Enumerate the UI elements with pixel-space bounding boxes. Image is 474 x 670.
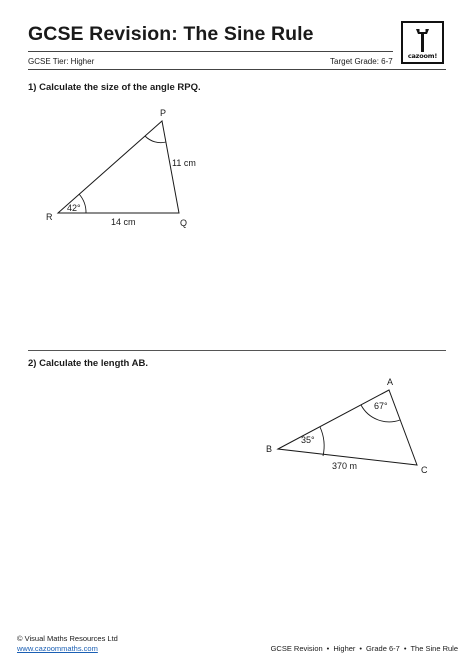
footer-item-grade: Grade 6-7 — [366, 644, 400, 653]
vertex-q-label: Q — [180, 218, 188, 228]
target-grade-label: Target Grade: 6-7 — [330, 57, 393, 66]
triangle-abc — [266, 377, 428, 475]
logo-text: cazoom! — [407, 52, 438, 60]
vertex-a-label: A — [387, 377, 394, 387]
footer-bullet: • — [326, 644, 330, 653]
website-link[interactable]: www.cazoommaths.com — [17, 644, 98, 653]
side-bc-label: 370 m — [332, 461, 358, 471]
footer-bullet: • — [359, 644, 363, 653]
footer-item-topic-area: GCSE Revision — [270, 644, 323, 653]
page-title: GCSE Revision: The Sine Rule — [28, 23, 314, 45]
side-pq-label: 11 cm — [172, 158, 196, 168]
question-divider — [28, 350, 446, 351]
angle-r-label: 42° — [67, 203, 81, 213]
vertex-b-label: B — [266, 444, 273, 454]
vertex-c-label: C — [421, 465, 428, 475]
copyright-text: © Visual Maths Resources Ltd — [17, 634, 118, 643]
footer-info — [271, 644, 458, 653]
vertex-p-label: P — [160, 108, 167, 118]
footer-item-tier: Higher — [333, 644, 356, 653]
angle-b-label: 35° — [301, 435, 315, 445]
footer-item-topic: The Sine Rule — [410, 644, 458, 653]
angle-a-label: 67° — [374, 401, 388, 411]
vertex-r-label: R — [46, 212, 53, 222]
question-1-text: 1) Calculate the size of the angle RPQ. — [28, 82, 201, 93]
angle-b-arc — [320, 427, 324, 456]
angle-p-arc — [145, 136, 166, 143]
side-rq-label: 14 cm — [111, 217, 136, 227]
triangle-rpq — [46, 108, 196, 228]
tier-label: GCSE Tier: Higher — [28, 57, 95, 66]
question-2-text: 2) Calculate the length AB. — [28, 358, 148, 369]
footer-bullet: • — [403, 644, 407, 653]
